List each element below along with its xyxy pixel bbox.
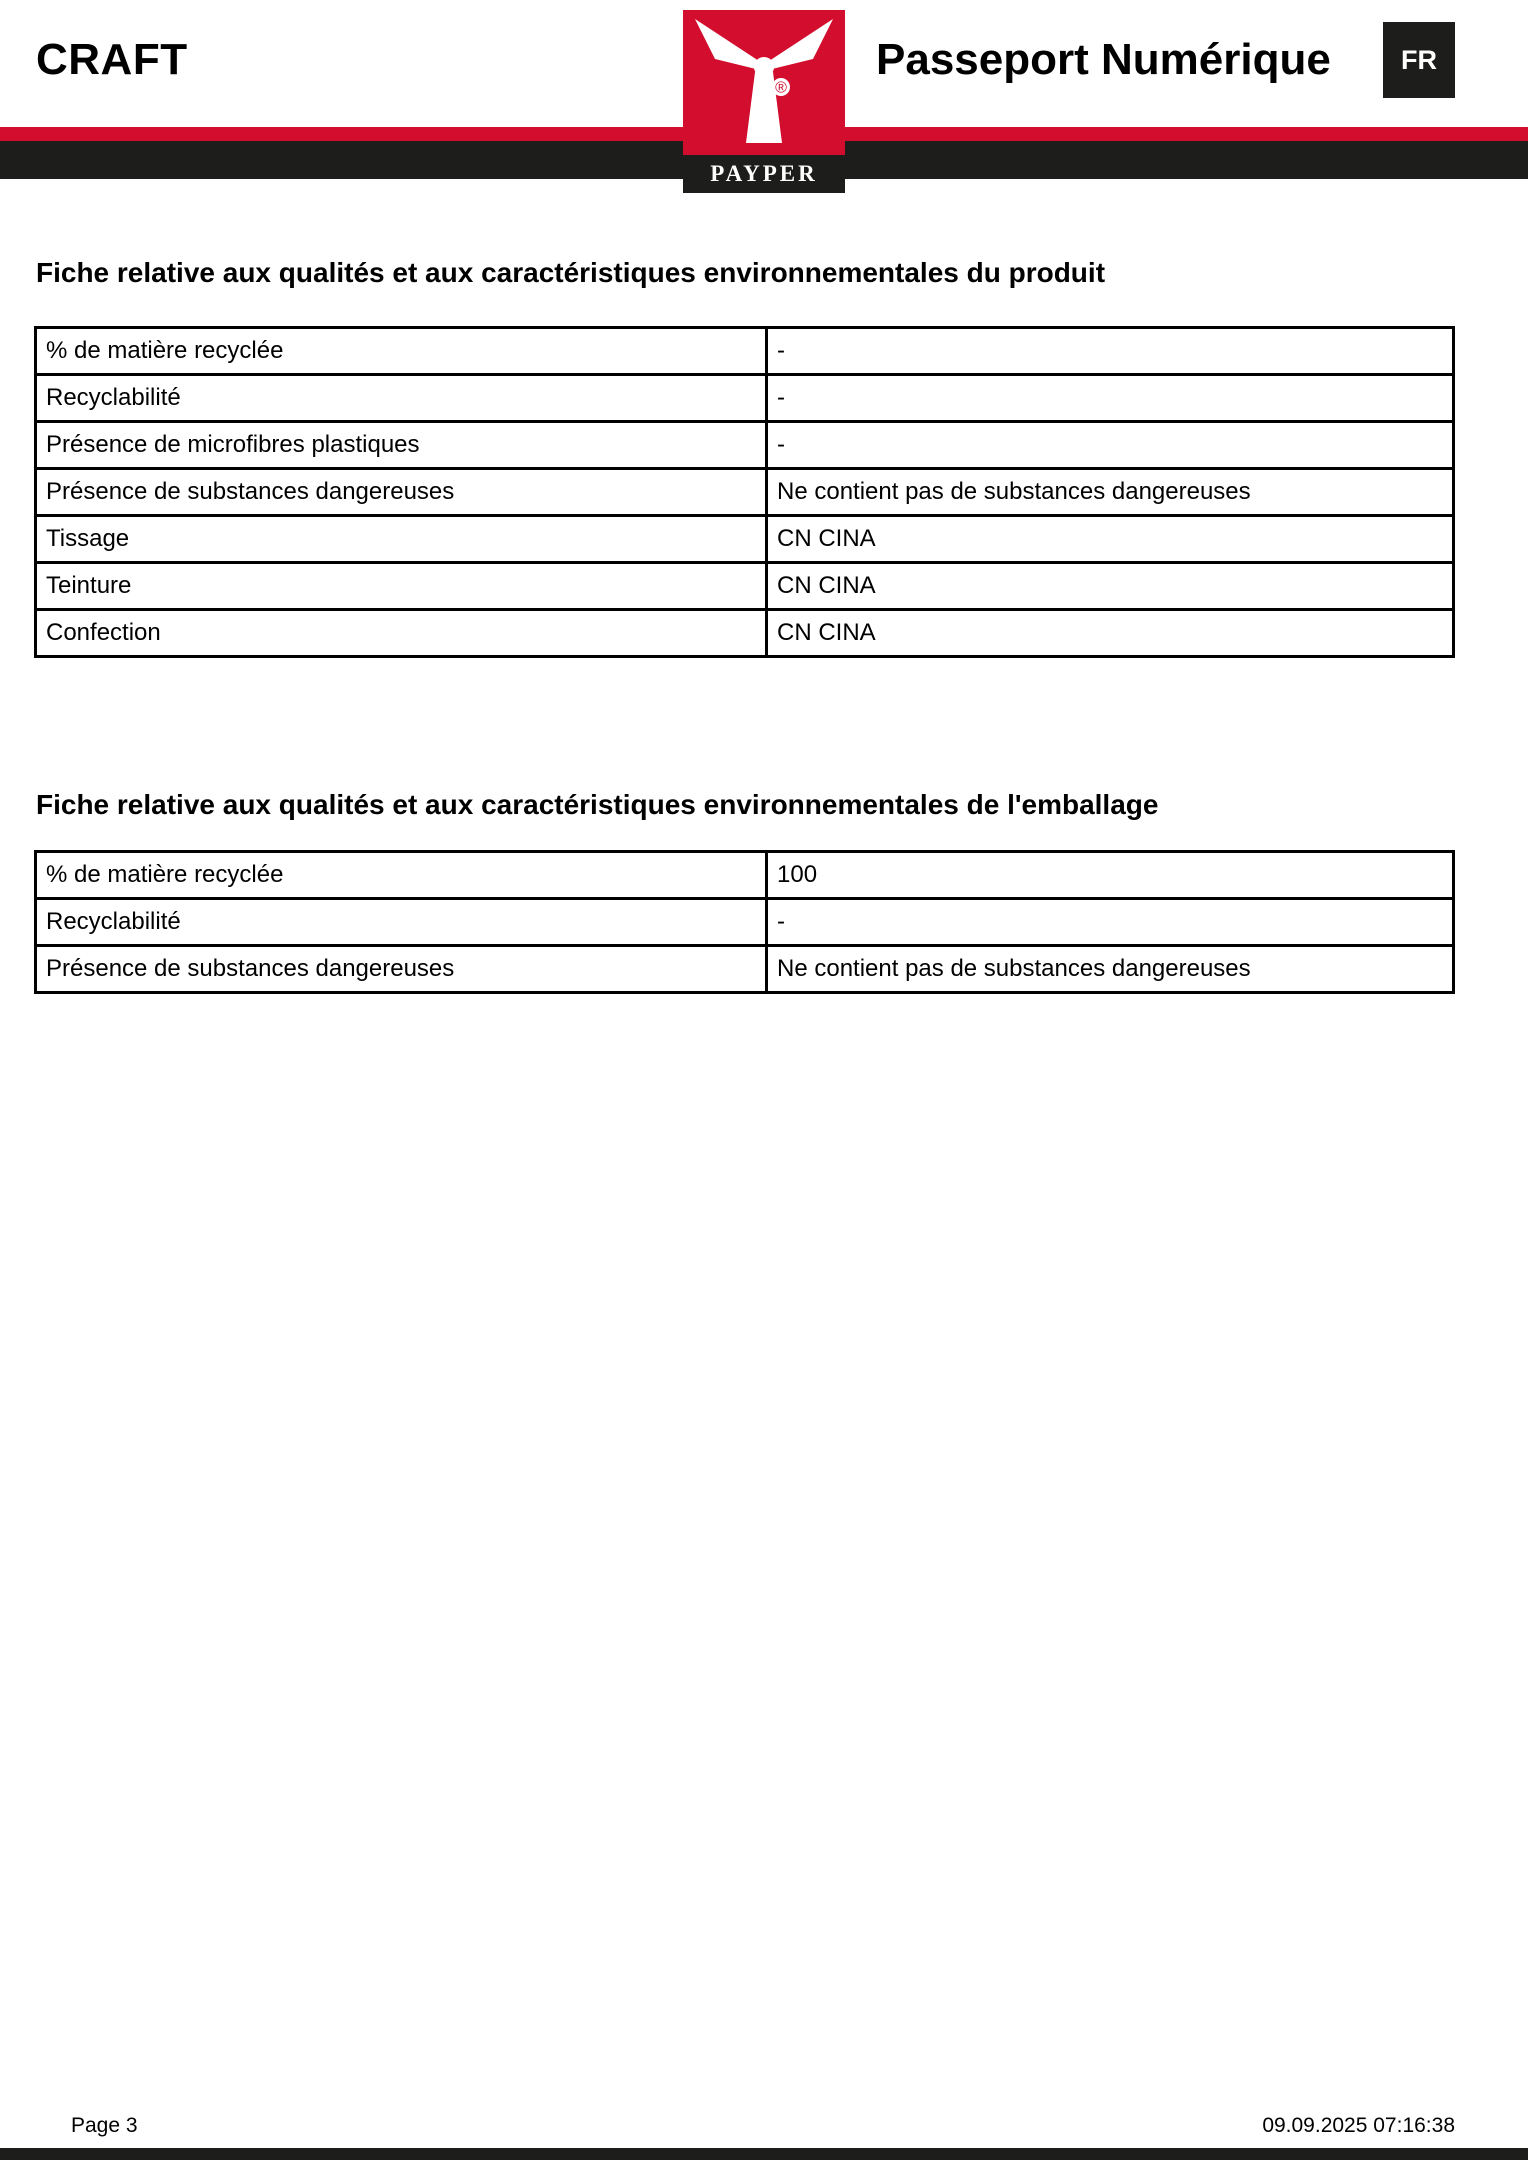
row-value: CN CINA bbox=[767, 516, 1454, 563]
table-row bbox=[36, 469, 1454, 516]
row-label: Confection bbox=[36, 610, 767, 657]
row-value: 100 bbox=[767, 852, 1454, 899]
page-number: Page 3 bbox=[71, 2114, 138, 2137]
packaging-spec-table bbox=[34, 850, 1455, 994]
brand-logo bbox=[683, 10, 845, 193]
table-row bbox=[36, 375, 1454, 422]
row-label: % de matière recyclée bbox=[36, 852, 767, 899]
registered-trademark-icon: ® bbox=[775, 79, 787, 97]
row-value: Ne contient pas de substances dangereuses bbox=[767, 469, 1454, 516]
row-label: % de matière recyclée bbox=[36, 328, 767, 375]
print-timestamp: 09.09.2025 07:16:38 bbox=[1262, 2114, 1455, 2137]
row-value: Ne contient pas de substances dangereuses bbox=[767, 946, 1454, 993]
row-value: CN CINA bbox=[767, 610, 1454, 657]
language-badge: FR bbox=[1383, 22, 1455, 98]
table-row bbox=[36, 610, 1454, 657]
page-title: Passeport Numérique bbox=[876, 35, 1331, 84]
table-row bbox=[36, 328, 1454, 375]
table-row bbox=[36, 516, 1454, 563]
table-row bbox=[36, 422, 1454, 469]
footer-black-bar bbox=[0, 2148, 1528, 2160]
table-row bbox=[36, 563, 1454, 610]
table-row bbox=[36, 899, 1454, 946]
row-value: - bbox=[767, 899, 1454, 946]
row-label: Présence de substances dangereuses bbox=[36, 946, 767, 993]
product-spec-table bbox=[34, 326, 1455, 658]
row-value: - bbox=[767, 422, 1454, 469]
row-label: Recyclabilité bbox=[36, 375, 767, 422]
section-title-product: Fiche relative aux qualités et aux caractéristiques environnementales du produit bbox=[36, 257, 1106, 288]
row-label: Recyclabilité bbox=[36, 899, 767, 946]
section-title-packaging: Fiche relative aux qualités et aux caractéristiques environnementales de l'emballage bbox=[36, 789, 1159, 820]
table-row bbox=[36, 946, 1454, 993]
row-value: CN CINA bbox=[767, 563, 1454, 610]
row-value: - bbox=[767, 375, 1454, 422]
row-label: Présence de microfibres plastiques bbox=[36, 422, 767, 469]
row-label: Teinture bbox=[36, 563, 767, 610]
product-name: CRAFT bbox=[36, 35, 188, 84]
row-label: Tissage bbox=[36, 516, 767, 563]
table-row bbox=[36, 852, 1454, 899]
pinwheel-icon bbox=[683, 10, 845, 155]
row-label: Présence de substances dangereuses bbox=[36, 469, 767, 516]
row-value: - bbox=[767, 328, 1454, 375]
brand-wordmark: PAYPER bbox=[683, 155, 845, 193]
